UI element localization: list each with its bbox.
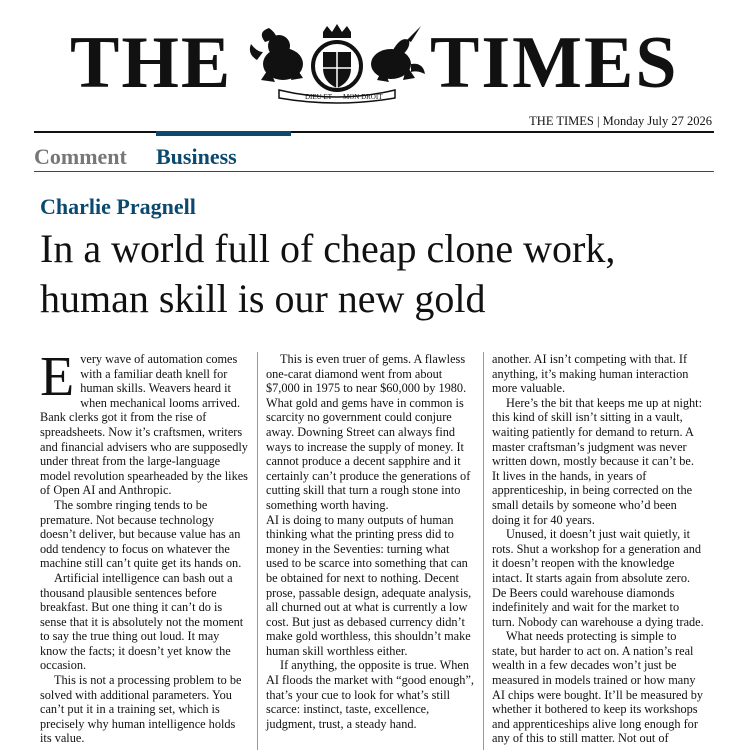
section-rule bbox=[34, 171, 714, 172]
section-business[interactable]: Business bbox=[156, 144, 237, 169]
royal-crest-icon bbox=[243, 24, 430, 104]
section-comment[interactable]: Comment bbox=[34, 144, 127, 169]
paragraph: AI is doing to many outputs of human thinking what the printing press did to money in the Seventies: turning what used to be scarce into something that can be obtained for next to nothing. Decent prose, passable design, adequate analysis, all churned out at what is currently a low cost. But just as debased currency didn’t make gold worthless, this shouldn’t make human skill worthless either. bbox=[266, 512, 472, 658]
paragraph: If anything, the opposite is true. When AI floods the market with “good enough”, that’s your cue to look for what’s still scarce: instinct, taste, excellence, judgment, trust, a steady hand. bbox=[266, 658, 474, 731]
drop-cap: E bbox=[40, 346, 75, 408]
masthead bbox=[0, 0, 750, 110]
paragraph: Here’s the bit that keeps me up at night: this kind of skill isn’t sitting in a vault, waiting patiently for demand to return. A master craftsman’s judgment was never written down, mostly because it can’t be. It lives in the hands, in years of apprenticeship, in being corrected on the small details by someone who’d been doing it for 40 years. bbox=[492, 395, 703, 527]
business-tab-marker bbox=[156, 131, 291, 136]
crest-motto-right: MON DROIT bbox=[343, 93, 383, 101]
paragraph: Artificial intelligence can bash out a thousand plausible sentences before breakfast. But one thing it can’t do is sense that it is absolutely not the moment to say the true thing out loud. It may know the facts; it doesn’t yet know the occasion. bbox=[40, 570, 244, 673]
masthead-times: TIMES bbox=[430, 22, 679, 104]
headline: In a world full of cheap clone work, human skill is our new gold bbox=[40, 226, 616, 321]
masthead-rule bbox=[34, 131, 714, 133]
paragraph: very wave of automation comes with a familiar death knell for human skills. Weavers heard it when mechanical looms arrived. Bank clerks got it from the rise of spreadsheets. Now it’s craftsmen, writers and financial advisers who are supposedly under threat from the large-language model revolution spearheaded by the likes of Open AI and Anthropic. bbox=[40, 352, 248, 498]
article-column-1 bbox=[40, 346, 248, 746]
paragraph: Unused, it doesn’t just wait quietly, it rots. Shut a workshop for a generation and it doesn’t reopen with the knowledge intact. It starts again from absolute zero. De Beers could warehouse diamonds indefinitely and wait for the market to turn. Nobody can warehouse a dying trade. bbox=[492, 527, 704, 629]
column-divider bbox=[483, 352, 484, 750]
paragraph: This is even truer of gems. A flawless one-carat diamond went from about $7,000 in 1975 to near $60,000 by 1980. What gold and gems have in common is scarcity no government could conjure away. Downing Street can always find ways to increase the supply of money. It cannot produce a decent sapphire and it certainly can’t produce the generations of cutting skill that turn a rough stone into something worth having. bbox=[266, 352, 471, 512]
author-byline: Charlie Pragnell bbox=[40, 194, 196, 219]
paragraph: another. AI isn’t competing with that. If anything, it’s making human interaction more valuable. bbox=[492, 352, 689, 396]
crest-motto-left: DIEU ET bbox=[305, 93, 333, 101]
paragraph: The sombre ringing tends to be premature. Not because technology doesn’t deliver, but because value has an odd tendency to focus on whatever the machine still can’t quite get its hands on. bbox=[40, 497, 242, 571]
paragraph: This is not a processing problem to be solved with additional parameters. You can’t put it in a training set, which is precisely why human intelligence holds its value. bbox=[40, 673, 242, 746]
dateline: THE TIMES | Monday July 27 2026 bbox=[529, 114, 712, 128]
column-divider bbox=[257, 352, 258, 750]
masthead-the: THE bbox=[70, 22, 233, 104]
paragraph: What needs protecting is simple to state, but harder to act on. A nation’s real wealth in a few decades won’t just be measured in models trained or how many AI chips were bought. It’ll be measured by whether it bothered to keep its workshops and apprenticeships alive long enough for any of this to still matter. Not out of bbox=[492, 629, 704, 746]
article-column-2 bbox=[266, 352, 474, 731]
article-column-3 bbox=[492, 352, 704, 746]
